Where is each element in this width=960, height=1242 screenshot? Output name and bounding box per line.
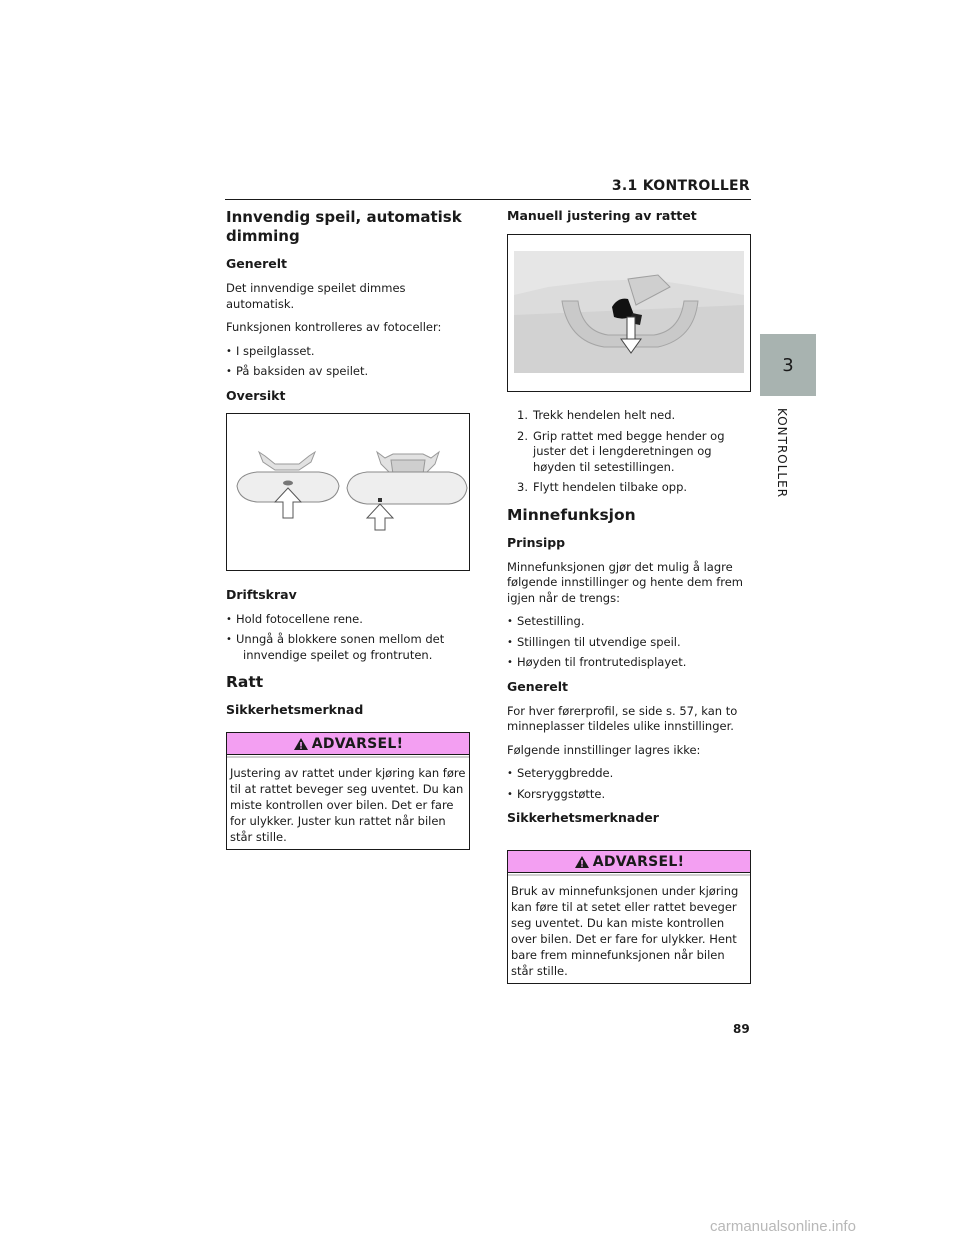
chapter-tab[interactable] <box>760 334 816 396</box>
adjust-steps-list <box>507 408 751 496</box>
general-paragraph-2: Funksjonen kontrolleres av fotoceller: <box>226 320 442 334</box>
warning-box <box>507 850 751 984</box>
general-heading: Generelt <box>507 678 569 694</box>
header-divider <box>225 199 751 200</box>
warning-box <box>226 732 470 850</box>
steering-lever-illustration <box>507 234 751 392</box>
list-item: • Stillingen til utvendige speil. <box>507 635 751 651</box>
list-item: 1. Trekk hendelen helt ned. <box>517 408 676 422</box>
general-heading: Generelt <box>226 256 288 271</box>
list-item: • Unngå å blokkere sonen mellom det innvendige speilet og frontruten. <box>226 632 470 663</box>
warning-header <box>227 733 469 755</box>
watermark: carmanualsonline.info <box>710 1218 856 1235</box>
section-title: 3.1 KONTROLLER <box>611 178 750 194</box>
warning-label: ADVARSEL! <box>311 735 404 752</box>
memory-title: Minnefunksjon <box>507 505 636 524</box>
safety-notes-heading: Sikkerhetsmerknader <box>507 810 659 825</box>
list-item: • I speilglasset. <box>226 344 470 360</box>
right-column <box>507 208 751 1000</box>
principle-paragraph: Minnefunksjonen gjør det mulig å lagre følgende innstillinger og hente dem frem igjen når de trengs: <box>507 559 743 605</box>
manual-adjust-heading: Manuell justering av rattet <box>507 208 697 223</box>
list-item: • Høyden til frontrutedisplayet. <box>507 655 751 671</box>
requirements-heading: Driftskrav <box>226 586 297 602</box>
list-item: • Seteryggbredde. <box>507 766 751 782</box>
general-paragraph-1: Det innvendige speilet dimmes automatisk. <box>226 281 406 311</box>
page-number: 89 <box>733 1022 750 1036</box>
wheel-title: Ratt <box>226 673 264 691</box>
chapter-label: KONTROLLER <box>775 408 789 499</box>
warning-label: ADVARSEL! <box>592 853 685 870</box>
list-item: • Setestilling. <box>507 614 751 630</box>
warning-triangle-icon <box>574 855 590 869</box>
photocell-list <box>226 344 470 380</box>
mirror-drawing <box>227 414 469 570</box>
warning-text: Bruk av minnefunksjonen under kjøring kan føre til at setet eller rattet beveger seg uventet. Du kan miste kontrollen over bilen. Det er fare for ulykker. Hent bare frem minnefunksjonen når bilen står stille. <box>511 884 739 978</box>
left-column <box>226 208 470 866</box>
list-item: 3. Flytt hendelen tilbake opp. <box>517 480 688 494</box>
mirror-title: Innvendig speil, automatisk dimming <box>226 208 462 245</box>
safety-heading: Sikkerhetsmerknad <box>226 702 364 717</box>
warning-triangle-icon <box>293 737 309 751</box>
not-saved-list <box>507 766 751 802</box>
steering-lever-drawing <box>508 235 750 391</box>
requirements-list <box>226 612 470 664</box>
overview-heading: Oversikt <box>226 387 286 403</box>
general-paragraph-2: Følgende innstillinger lagres ikke: <box>507 742 701 757</box>
memory-settings-list <box>507 614 751 671</box>
list-item: • Korsryggstøtte. <box>507 787 751 803</box>
principle-heading: Prinsipp <box>507 534 566 550</box>
list-item: • Hold fotocellene rene. <box>226 612 470 628</box>
list-item: 2. Grip rattet med begge hender og juster det i lengderetningen og høyden til setestillingen. <box>517 428 725 474</box>
chapter-number: 3 <box>782 354 794 376</box>
warning-header <box>508 851 750 873</box>
list-item: • På baksiden av speilet. <box>226 364 470 380</box>
mirror-illustration <box>226 413 470 571</box>
general-paragraph-1: For hver førerprofil, se side s. 57, kan to minneplasser tildeles ulike innstillinger. <box>507 703 738 733</box>
warning-text: Justering av rattet under kjøring kan føre til at rattet beveger seg uventet. Du kan miste kontrollen over bilen. Det er fare for ulykker. Juster kun rattet når bilen står stille. <box>230 766 466 844</box>
